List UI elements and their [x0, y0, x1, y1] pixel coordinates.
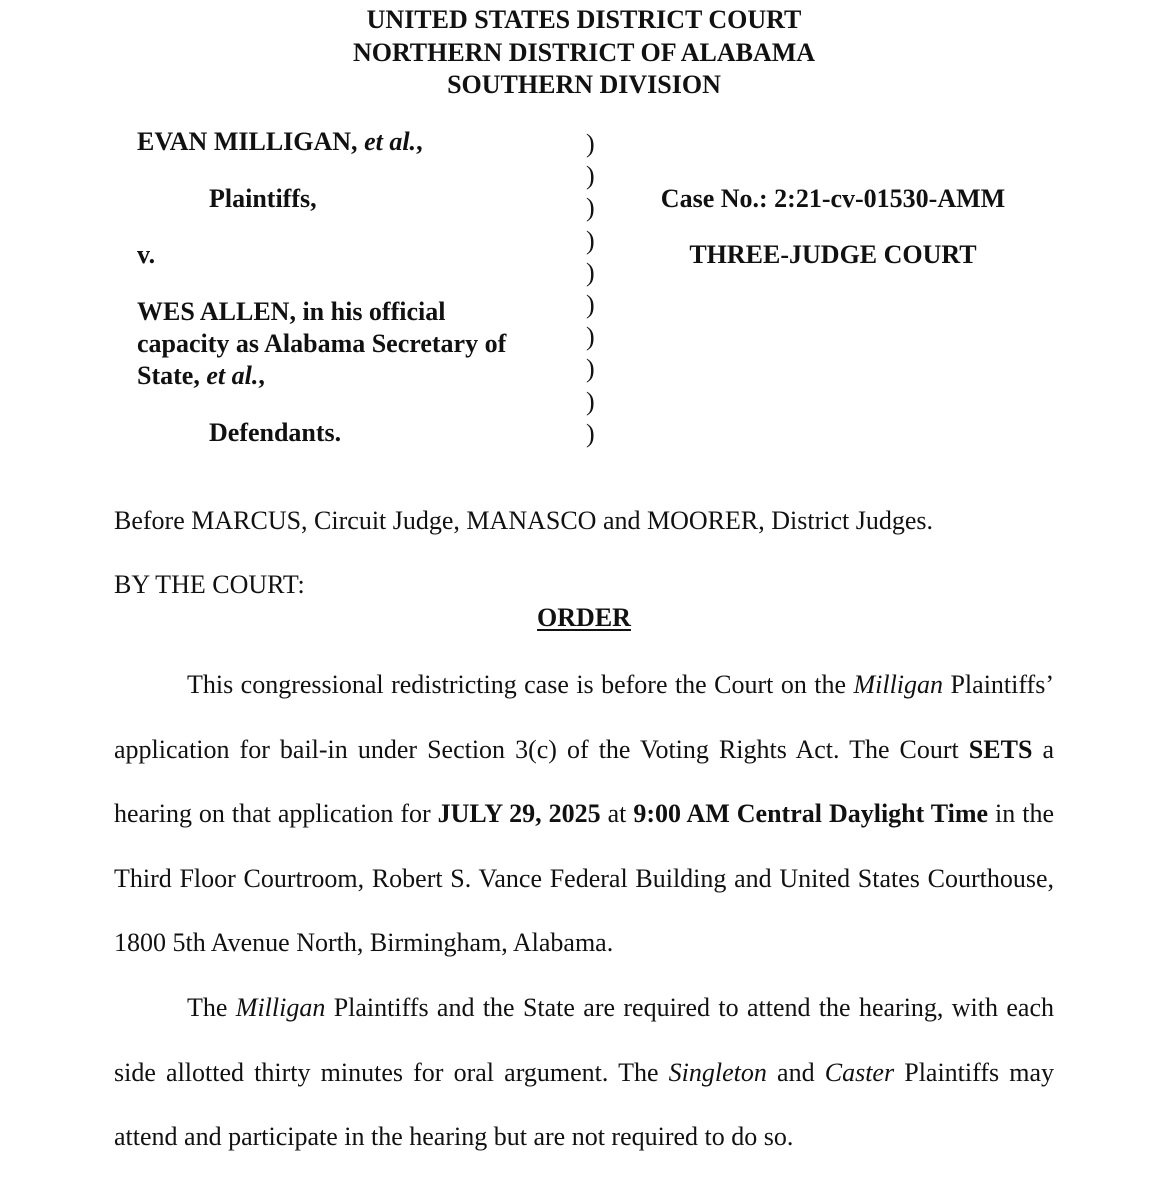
caption-paren: ) [586, 161, 595, 191]
plaintiff-role: Plaintiffs, [209, 184, 317, 213]
text-run: The [187, 993, 236, 1022]
case-name-singleton: Singleton [668, 1057, 767, 1087]
defendant-state: State, [137, 361, 200, 390]
defendant-role: Defendants. [209, 418, 342, 447]
order-paragraph-1 [114, 653, 1054, 976]
plaintiff-name: EVAN MILLIGAN, [137, 127, 358, 156]
defendant-et-al: et al. [206, 361, 259, 390]
case-name-milligan: Milligan [235, 993, 326, 1022]
caption-paren: ) [586, 225, 595, 255]
court-name: UNITED STATES DISTRICT COURT [366, 5, 802, 34]
by-the-court-line: BY THE COURT: [114, 570, 305, 599]
caption-paren: ) [586, 386, 595, 416]
versus-label: v. [137, 240, 156, 269]
emphasis-sets: SETS [968, 734, 1033, 764]
text-run: Plaintiffs’ application for bail-in under Section 3(c) of the Voting Rights Act. The Court [114, 670, 1054, 764]
text-run: in the Third Floor Courtroom, Robert S. Vance Federal Building and United States Courthouse, 1800 5th Avenue North, Birmingham, Alabama. [114, 799, 1055, 957]
plaintiff-party [137, 127, 423, 157]
defendant-line-1: WES ALLEN, in his official [137, 297, 446, 326]
plaintiff-et-al: et al. [364, 127, 417, 156]
text-run: and [766, 1057, 825, 1087]
defendant-line-3 [137, 360, 506, 392]
text-run: Plaintiffs may attend and participate in the hearing but are not required to do so. [114, 1057, 1055, 1151]
court-district: NORTHERN DISTRICT OF ALABAMA [352, 37, 816, 67]
court-header [0, 4, 1168, 102]
caption-divider [586, 128, 595, 450]
text-run: at [600, 799, 634, 828]
text-run: a hearing on that application for [114, 734, 1054, 828]
text-run: Plaintiffs and the State are required to attend the hearing, with each side allotted thirty minutes for oral argument. The [114, 993, 1054, 1087]
hearing-time: 9:00 AM Central Daylight Time [633, 799, 989, 828]
three-judge-court-label: THREE-JUDGE COURT [689, 240, 977, 269]
plaintiff-comma: , [416, 127, 423, 156]
caption-paren: ) [586, 418, 595, 448]
order-paragraph-2 [114, 976, 1054, 1170]
hearing-date: JULY 29, 2025 [437, 799, 601, 828]
defendant-line-2: capacity as Alabama Secretary of [137, 329, 507, 358]
defendant-party [137, 296, 506, 392]
defendant-comma: , [258, 361, 265, 390]
case-name-caster: Caster [824, 1057, 895, 1087]
panel-line: Before MARCUS, Circuit Judge, MANASCO and MOORER, District Judges. [114, 506, 933, 535]
caption-paren: ) [586, 322, 595, 352]
court-division: SOUTHERN DIVISION [447, 70, 721, 99]
order-title: ORDER [537, 603, 631, 632]
caption-paren: ) [586, 290, 595, 320]
caption-paren: ) [586, 354, 595, 384]
caption-paren: ) [586, 129, 595, 158]
text-run: This congressional redistricting case is before the Court on the [187, 670, 854, 699]
case-name-milligan: Milligan [853, 670, 944, 699]
caption-paren: ) [586, 257, 595, 287]
caption-paren: ) [586, 193, 595, 223]
case-number: Case No.: 2:21-cv-01530-AMM [660, 184, 1006, 213]
